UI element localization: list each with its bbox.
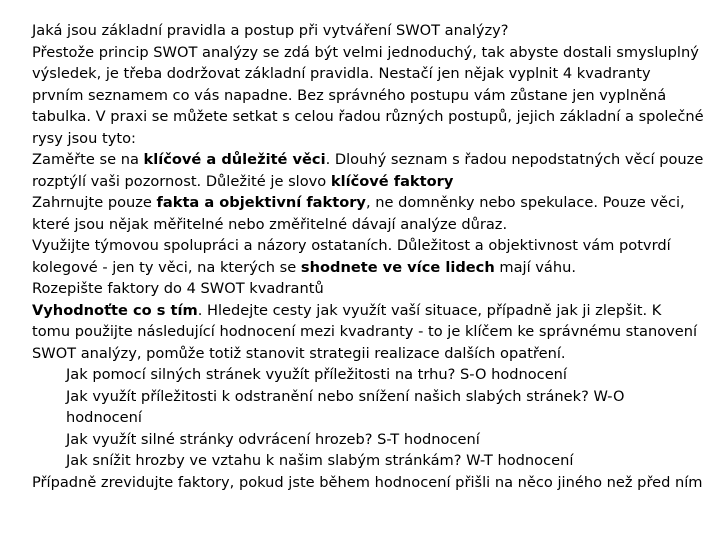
rule-text: . Dlouhý seznam s řadou nepodstatných věcí pouze rozptýlí vaši pozornost. Důležité je slovo bbox=[32, 151, 704, 190]
rule-evaluate bbox=[32, 300, 704, 365]
rule-text: Zahrnujte pouze bbox=[32, 194, 157, 211]
rule-teamwork bbox=[32, 235, 704, 278]
heading-question bbox=[32, 20, 704, 42]
rule-emphasis: fakta a objektivní faktory bbox=[156, 194, 366, 211]
rule-text: Zaměřte se na bbox=[32, 151, 144, 168]
rule-text: mají váhu. bbox=[494, 258, 576, 276]
evaluation-text: Jak snížit hrozby ve vztahu k našim slabým stránkám? W-T hodnocení bbox=[66, 452, 574, 469]
rule-emphasis: Vyhodnoťte co s tím bbox=[32, 301, 198, 319]
rule-quadrants bbox=[32, 278, 704, 300]
evaluation-st bbox=[32, 429, 704, 451]
evaluation-text: Jak využít příležitosti k odstranění nebo snížení našich slabých stránek? W-O hodnocení bbox=[66, 387, 625, 426]
rule-emphasis: klíčové faktory bbox=[330, 172, 454, 190]
evaluation-wt bbox=[32, 450, 704, 472]
evaluation-so bbox=[32, 364, 704, 386]
evaluation-text: Jak využít silné stránky odvrácení hrozeb? S-T hodnocení bbox=[66, 430, 480, 448]
rule-text: Rozepište faktory do 4 SWOT kvadrantů bbox=[32, 280, 324, 297]
intro-paragraph bbox=[32, 42, 704, 150]
rule-key-things bbox=[32, 149, 704, 192]
closing-text: Případně zrevidujte faktory, pokud jste během hodnocení přišli na něco jiného než před ním bbox=[32, 473, 703, 491]
evaluation-wo bbox=[32, 386, 704, 429]
slide-content bbox=[32, 20, 704, 493]
rule-emphasis: shodnete ve více lidech bbox=[300, 258, 495, 276]
rule-facts bbox=[32, 192, 704, 235]
closing-paragraph bbox=[32, 472, 704, 494]
evaluation-text: Jak pomocí silných stránek využít příležitosti na trhu? S-O hodnocení bbox=[66, 366, 567, 383]
heading-text: Jaká jsou základní pravidla a postup při vytváření SWOT analýzy? bbox=[32, 22, 509, 39]
rule-text: . Hledejte cesty jak využít vaší situace, případně jak ji zlepšit. K tomu použijte následující hodnocení mezi kvadranty - to je klíčem ke správnému stanovení SWOT analýzy, pomůže totiž stanovit strategii realizace dalších opatření. bbox=[32, 301, 698, 362]
rule-text: Využijte týmovou spolupráci a názory ostataních. Důležitost a objektivnost vám potvrdí kolegové - jen ty věci, na kterých se bbox=[32, 237, 671, 276]
rule-emphasis: klíčové a důležité věci bbox=[143, 151, 326, 168]
rule-text: , ne domněnky nebo spekulace. Pouze věci, které jsou nějak měřitelné nebo změřitelné dávají analýze důraz. bbox=[32, 194, 685, 233]
intro-text: Přestože princip SWOT analýzy se zdá být velmi jednoduchý, tak abyste dostali smysluplný výsledek, je třeba dodržovat základní pravidla. Nestačí jen nějak vyplnit 4 kvadranty prvním seznamem co vás napadne. Bez správného postupu vám zůstane jen vyplněná tabulka. V praxi se můžete setkat s celou řadou různých postupů, jejich základní a společné rysy jsou tyto: bbox=[32, 43, 704, 147]
